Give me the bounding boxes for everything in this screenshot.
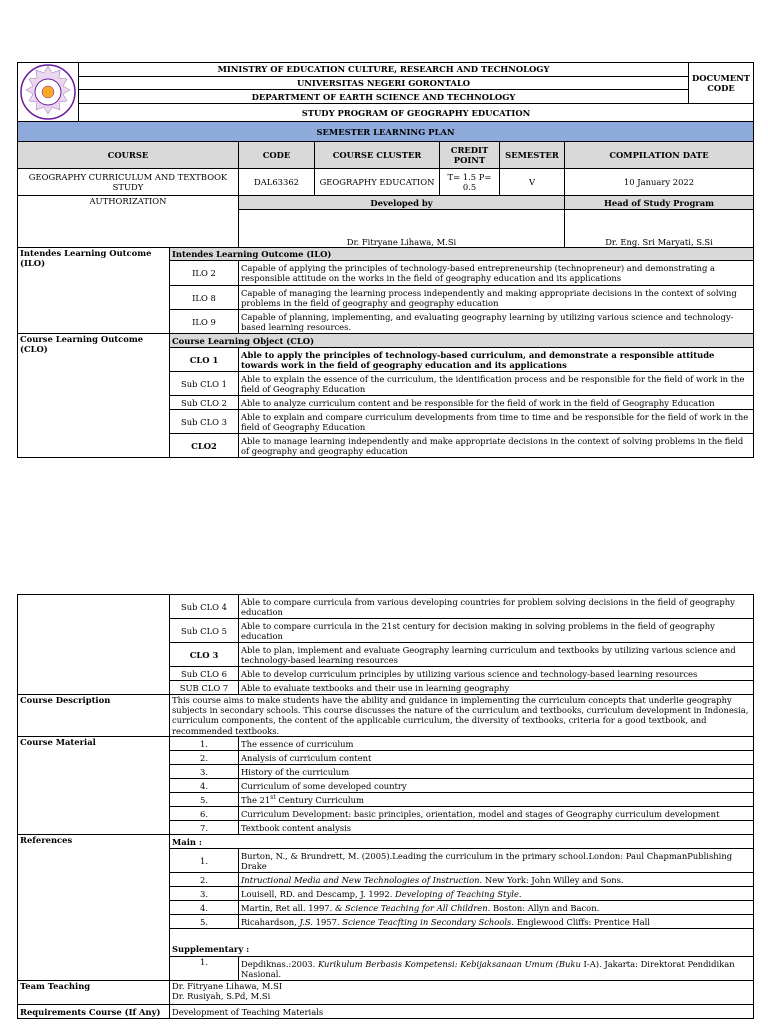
main-references-label: Main :	[170, 835, 754, 849]
references-label: References	[18, 835, 170, 981]
reference-number: 5.	[170, 915, 239, 929]
clo-text: Able to manage learning independently and make appropriate decisions in the context of solving problems in the field of geography and geography education	[239, 434, 754, 458]
material-number: 4.	[170, 779, 239, 793]
reference-number: 2.	[170, 873, 239, 887]
clo-text: Able to apply the principles of technology-based curriculum, and demonstrate a responsible attitude towards work in the field of geography education and its applications	[239, 348, 754, 372]
material-item: The 21st Century Curriculum	[239, 793, 754, 807]
clo-code: CLO2	[170, 434, 239, 458]
cluster-header: COURSE CLUSTER	[315, 142, 440, 169]
developer-name: Dr. Fitryane Lihawa, M.Si	[239, 210, 565, 248]
semester-plan-title: SEMESTER LEARNING PLAN	[18, 122, 754, 142]
ilo-text: Capable of applying the principles of technology-based entrepreneurship (technopreneur) and demonstrating a responsible attitude on the works in the field of geography education and its applications	[239, 261, 754, 286]
clo-text: Able to compare curricula from various developing countries for problem solving decisions in the field of geography education	[239, 595, 754, 619]
empty-row	[170, 929, 754, 943]
course-name: GEOGRAPHY CURRICULUM AND TEXTBOOK STUDY	[18, 169, 239, 196]
team-member: Dr. Fitryane Lihawa, M.SI	[172, 981, 283, 991]
material-item: Analysis of curriculum content	[239, 751, 754, 765]
team-label: Team Teaching	[18, 981, 170, 1005]
clo-code: Sub CLO 3	[170, 410, 239, 434]
reference-number: 1.	[170, 849, 239, 873]
clo-code: Sub CLO 4	[170, 595, 239, 619]
clo-text: Able to compare curricula in the 21st century for decision making in solving problems in the field of geography education	[239, 619, 754, 643]
reference-item: Martin, Ret all. 1997. & Science Teaching for All Children. Boston: Allyn and Bacon.	[239, 901, 754, 915]
reference-item: Intructional Media and New Technologies of Instruction. New York: John Willey and Sons.	[239, 873, 754, 887]
code-header: CODE	[239, 142, 315, 169]
credit-point: T= 1.5 P= 0.5	[440, 169, 500, 196]
material-number: 3.	[170, 765, 239, 779]
logo-cell	[18, 63, 79, 122]
ministry-title: MINISTRY OF EDUCATION CULTURE, RESEARCH AND TECHNOLOGY	[79, 63, 689, 77]
course-header: COURSE	[18, 142, 239, 169]
clo-text: Able to plan, implement and evaluate Geography learning curriculum and textbooks by utilizing various science and technology-based learning resources	[239, 643, 754, 667]
material-item: Curriculum of some developed country	[239, 779, 754, 793]
ilo-code: ILO 8	[170, 286, 239, 310]
head-program-label: Head of Study Program	[565, 196, 754, 210]
course-code: DAL63362	[239, 169, 315, 196]
material-number: 2.	[170, 751, 239, 765]
material-number: 5.	[170, 793, 239, 807]
clo-label: Course Learning Outcome (CLO)	[18, 334, 170, 458]
clo-header: Course Learning Object (CLO)	[170, 334, 754, 348]
team-member: Dr. Rusiyah, S.Pd, M.Si	[172, 991, 271, 1001]
university-title: UNIVERSITAS NEGERI GORONTALO	[79, 76, 689, 90]
clo-code: CLO 3	[170, 643, 239, 667]
reference-item: Depdiknas.:2003. Kurikulum Berbasis Kompetensi: Kebijaksanaan Umum (Buku I-A). Jakarta: Direktorat Pendidikan Nasional.	[239, 957, 754, 981]
ilo-code: ILO 9	[170, 310, 239, 334]
material-number: 1.	[170, 737, 239, 751]
clo-text: Able to explain and compare curriculum developments from time to time and be responsible for the field of work in the field of Geography Education	[239, 410, 754, 434]
learning-plan-table-page2	[17, 594, 754, 1019]
clo-continued-label	[18, 595, 170, 695]
course-cluster: GEOGRAPHY EDUCATION	[315, 169, 440, 196]
clo-text: Able to analyze curriculum content and be responsible for the field of work in the field of Geography Education	[239, 396, 754, 410]
reference-item: Burton, N., & Brundrett, M. (2005).Leading the curriculum in the primary school.London: Paul ChapmanPublishing Drake	[239, 849, 754, 873]
semester-value: V	[500, 169, 565, 196]
supplementary-label: Supplementary :	[170, 943, 754, 957]
material-number: 7.	[170, 821, 239, 835]
clo-code: Sub CLO 5	[170, 619, 239, 643]
clo-code: CLO 1	[170, 348, 239, 372]
clo-text: Able to explain the essence of the curriculum, the identification process and be responsible for the field of work in the field of Geography Education	[239, 372, 754, 396]
reference-item: Louisell, RD. and Descamp, J. 1992. Developing of Teaching Style.	[239, 887, 754, 901]
material-item: The essence of curriculum	[239, 737, 754, 751]
description-text: This course aims to make students have the ability and guidance in implementing the curriculum concepts that underlie geography subjects in secondary schools. This course discusses the nature of the curriculum and textbooks, curriculum development in Indonesia, curriculum components, the content of the applicable curriculum, the diversity of textbooks, criteria for a good textbook, and recommended textbooks.	[170, 695, 754, 737]
material-label: Course Material	[18, 737, 170, 835]
material-item: Textbook content analysis	[239, 821, 754, 835]
authorization-label: AUTHORIZATION	[18, 196, 239, 248]
requirements-label: Requirements Course (If Any)	[18, 1005, 170, 1019]
department-title: DEPARTMENT OF EARTH SCIENCE AND TECHNOLOGY	[79, 90, 689, 104]
material-item: Curriculum Development: basic principles, orientation, model and stages of Geography curriculum development	[239, 807, 754, 821]
clo-code: Sub CLO 2	[170, 396, 239, 410]
ilo-code: ILO 2	[170, 261, 239, 286]
material-number: 6.	[170, 807, 239, 821]
clo-code: SUB CLO 7	[170, 681, 239, 695]
program-title: STUDY PROGRAM OF GEOGRAPHY EDUCATION	[79, 104, 754, 122]
developed-by-label: Developed by	[239, 196, 565, 210]
material-item: History of the curriculum	[239, 765, 754, 779]
semester-header: SEMESTER	[500, 142, 565, 169]
reference-number: 4.	[170, 901, 239, 915]
ilo-text: Capable of managing the learning process independently and making appropriate decisions in the context of solving problems in the field of geography and geography education	[239, 286, 754, 310]
clo-text: Able to develop curriculum principles by utilizing various science and technology-based learning resources	[239, 667, 754, 681]
reference-number: 3.	[170, 887, 239, 901]
reference-number: 1.	[170, 957, 239, 981]
learning-plan-table-page1	[17, 62, 754, 458]
head-program-name: Dr. Eng. Sri Maryati, S.Si	[565, 210, 754, 248]
team-members	[170, 981, 754, 1005]
document-code: DOCUMENT CODE	[689, 63, 754, 104]
ilo-text: Capable of planning, implementing, and evaluating geography learning by utilizing various science and technology-based learning resources.	[239, 310, 754, 334]
description-label: Course Description	[18, 695, 170, 737]
clo-text: Able to evaluate textbooks and their use in learning geography	[239, 681, 754, 695]
credit-header: CREDIT POINT	[440, 142, 500, 169]
ilo-label: Intendes Learning Outcome (ILO)	[18, 248, 170, 334]
reference-item: Ricahardson, J.S. 1957. Science Teacfting in Secondary Schools. Englewood Cliffs: Prentice Hall	[239, 915, 754, 929]
university-logo-icon	[18, 63, 78, 121]
ilo-header: Intendes Learning Outcome (ILO)	[170, 248, 754, 261]
compilation-date: 10 January 2022	[565, 169, 754, 196]
clo-code: Sub CLO 1	[170, 372, 239, 396]
requirements-value: Development of Teaching Materials	[170, 1005, 754, 1019]
clo-code: Sub CLO 6	[170, 667, 239, 681]
date-header: COMPILATION DATE	[565, 142, 754, 169]
